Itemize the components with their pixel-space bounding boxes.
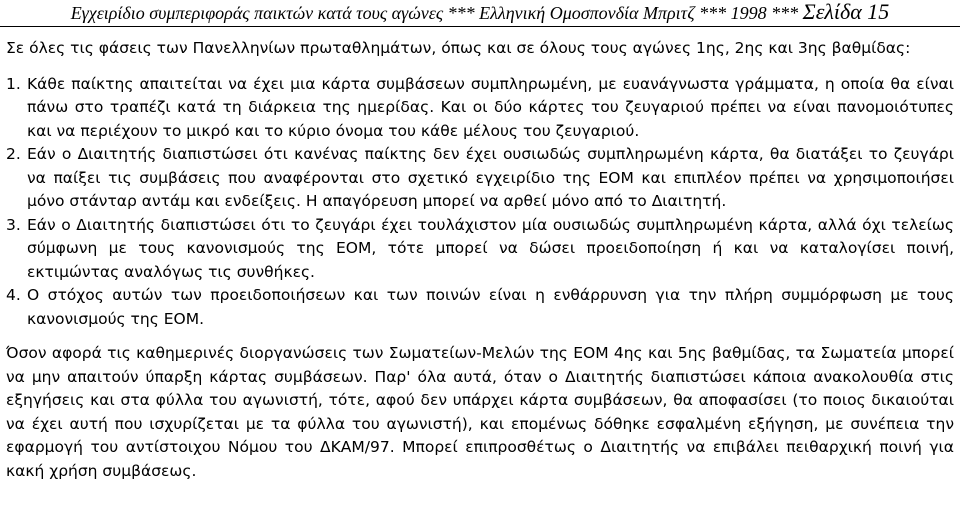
item-number: 2. [6,145,21,163]
item-text: Εάν ο Διαιτητής διαπιστώσει ότι κανένας παίκτης δεν έχει ουσιωδώς συμπληρωμένη κάρτα, θα διατάξει το ζευγάρι να παίξει τις συμβάσεις που αναφέρονται στο σχετικό εγχειρίδιο της ΕΟΜ και επιπλέον πρέπει να χρησιμοποιήσει μόνο στάνταρ αντάμ και ενδείξεις. Η απαγόρευση μπορεί να αρθεί μόνο από το Διαιτητή. [27,145,954,210]
intro-paragraph: Σε όλες τις φάσεις των Πανελληνίων πρωταθλημάτων, όπως και σε όλους τους αγώνες 1ης, 2ης και 3ης βαθμίδας: [6,39,911,57]
page-number: Σελίδα 15 [802,0,890,24]
header-title: Εγχειρίδιο συμπεριφοράς παικτών κατά τους αγώνες *** Ελληνική Ομοσπονδία Μπριτζ *** 1998 *** [70,3,799,23]
list-item [6,143,954,214]
item-text: Κάθε παίκτης απαιτείται να έχει μια κάρτα συμβάσεων συμπληρωμένη, με ευανάγνωστα γράμματα, η οποία θα είναι πάνω στο τραπέζι κατά τη διάρκεια της ημερίδας. Και οι δύο κάρτες του ζευγαριού πρέπει να είναι πανομοιότυπες και να περιέχουν το μικρό και το κύριο όνομα του κάθε μέλους του ζευγαριού. [27,74,954,140]
item-number: 3. [6,215,21,234]
item-text: Ο στόχος αυτών των προειδοποιήσεων και των ποινών είναι η ενθάρρυνση για την πλήρη συμμόρφωση με τους κανονισμούς της ΕΟΜ. [27,286,954,328]
closing-paragraph: Όσον αφορά τις καθημερινές διοργανώσεις των Σωματείων-Μελών της ΕΟΜ 4ης και 5ης βαθμίδας, τα Σωματεία μπορεί να μην απαιτούν ύπαρξη κάρτας συμβάσεων. Παρ' όλα αυτά, όταν ο Διαιτητής διαπιστώσει κάποια ανακολουθία στις εξηγήσεις και στα φύλλα του αγωνιστή, τότε, αφού δεν υπάρχει κάρτα συμβάσεων, θα αποφασίσει (το ποιος δικαιούται να έχει αυτή που ισχυρίζεται με τα φύλλα του αγωνιστή), και επομένως δόθηκε εσφαλμένη εξήγηση, με συνέπεια την εφαρμογή του αντίστοιχου Νόμου του ΔΚΑΜ/97. Μπορεί επιπροσθέτως ο Διαιτητής να επιβάλει πειθαρχική ποινή για κακή χρήση συμβάσεως. [6,344,954,480]
list-item [6,73,954,144]
item-text: Εάν ο Διαιτητής διαπιστώσει ότι το ζευγάρι έχει τουλάχιστον μία ουσιωδώς συμπληρωμένη κάρτα, αλλά όχι τελείως σύμφωνη με τους κανονισμούς της ΕΟΜ, τότε μπορεί να δώσει προειδοποίηση ή και να καταλογίσει ποινή, εκτιμώντας αναλόγως τις συνθήκες. [27,215,954,281]
rules-list [6,73,954,332]
document-body [6,37,954,483]
page-header [0,0,960,27]
list-item [6,214,954,285]
item-number: 4. [6,286,21,304]
item-number: 1. [6,74,21,93]
list-item [6,284,954,331]
